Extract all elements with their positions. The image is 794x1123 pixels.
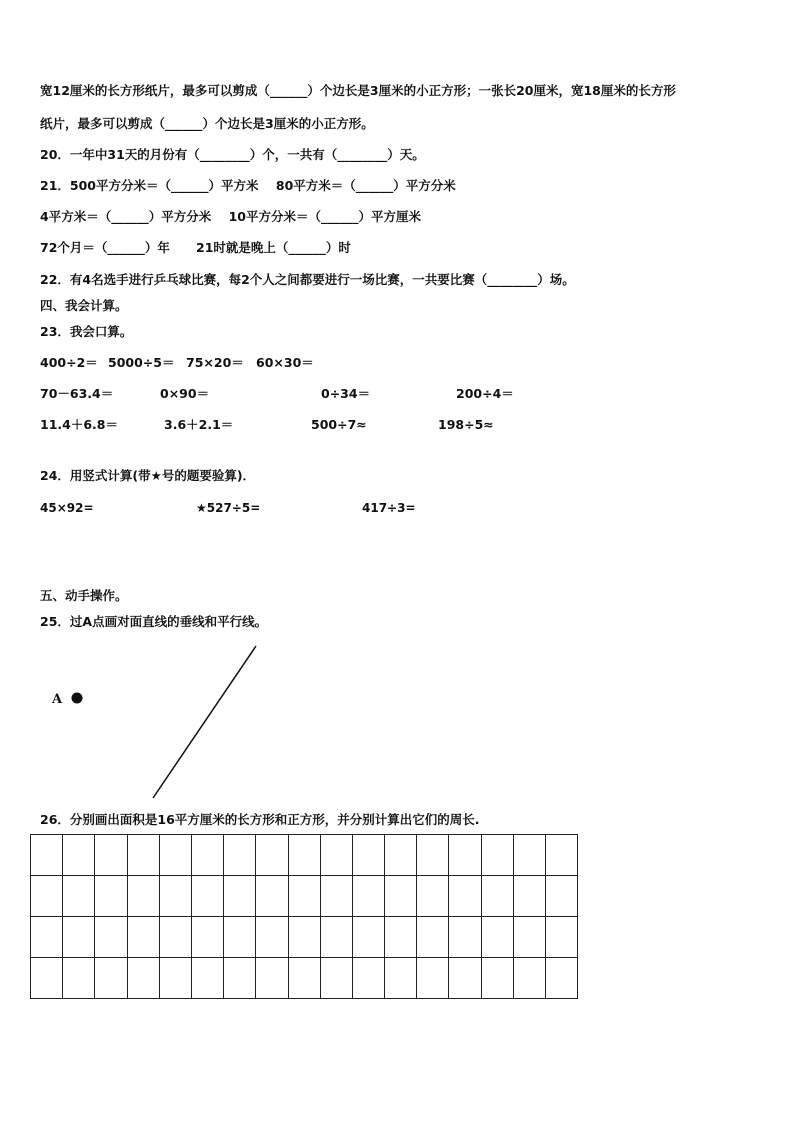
grid-cell[interactable]	[385, 835, 417, 876]
grid-cell[interactable]	[31, 958, 63, 999]
grid-cell[interactable]	[256, 835, 288, 876]
grid-cell[interactable]	[481, 917, 513, 958]
q23-r1c1: 400÷2＝	[40, 355, 98, 370]
grid-cell[interactable]	[95, 835, 127, 876]
grid-cell[interactable]	[191, 876, 223, 917]
grid-cell[interactable]	[481, 835, 513, 876]
grid-cell[interactable]	[31, 917, 63, 958]
grid-cell[interactable]	[159, 958, 191, 999]
q19-line2: 纸片，最多可以剪成（______）个边长是3厘米的小正方形。	[40, 116, 374, 131]
q23-r2c1: 70－63.4＝	[40, 386, 114, 401]
grid-cell[interactable]	[385, 958, 417, 999]
grid-cell[interactable]	[288, 876, 320, 917]
grid-cell[interactable]	[449, 917, 481, 958]
grid-cell[interactable]	[256, 958, 288, 999]
grid-cell[interactable]	[63, 876, 95, 917]
q21-row2: 4平方米＝（______）平方分米 10平方分米＝（______）平方厘米	[40, 209, 422, 224]
q23-r2c3: 0÷34＝	[321, 386, 371, 401]
drawing-grid[interactable]	[30, 834, 578, 999]
grid-cell[interactable]	[224, 958, 256, 999]
grid-cell[interactable]	[63, 917, 95, 958]
grid-cell[interactable]	[546, 917, 578, 958]
grid-cell[interactable]	[513, 958, 545, 999]
grid-cell[interactable]	[449, 876, 481, 917]
q23-title: 23．我会口算。	[40, 324, 133, 339]
grid-cell[interactable]	[417, 835, 449, 876]
grid-cell[interactable]	[288, 958, 320, 999]
grid-cell[interactable]	[95, 876, 127, 917]
grid-cell[interactable]	[159, 835, 191, 876]
grid-cell[interactable]	[513, 835, 545, 876]
grid-cell[interactable]	[320, 876, 352, 917]
grid-cell[interactable]	[224, 917, 256, 958]
grid-cell[interactable]	[481, 876, 513, 917]
grid-cell[interactable]	[320, 917, 352, 958]
grid-cell[interactable]	[191, 958, 223, 999]
section4-heading: 四、我会计算。	[40, 298, 128, 313]
grid-cell[interactable]	[95, 958, 127, 999]
q19-line1: 宽12厘米的长方形纸片，最多可以剪成（______）个边长是3厘米的小正方形；一张长20厘米，宽18厘米的长方形	[40, 83, 676, 98]
grid-cell[interactable]	[127, 958, 159, 999]
grid-cell[interactable]	[256, 917, 288, 958]
grid-cell[interactable]	[352, 876, 384, 917]
grid-cell[interactable]	[449, 835, 481, 876]
section5-heading: 五、动手操作。	[40, 588, 128, 603]
grid-cell[interactable]	[417, 917, 449, 958]
q23-r2c4: 200÷4＝	[456, 386, 514, 401]
grid-row	[31, 835, 578, 876]
grid-cell[interactable]	[352, 835, 384, 876]
q21-row1: 21．500平方分米＝（______）平方米 80平方米＝（______）平方分米	[40, 178, 456, 193]
grid-cell[interactable]	[63, 958, 95, 999]
q24-item1: 45×92=	[40, 501, 94, 515]
grid-cell[interactable]	[352, 917, 384, 958]
q23-r2c2: 0×90＝	[160, 386, 210, 401]
grid-row	[31, 958, 578, 999]
q23-r3c2: 3.6＋2.1＝	[164, 417, 234, 432]
grid-cell[interactable]	[546, 835, 578, 876]
grid-cell[interactable]	[224, 835, 256, 876]
grid-cell[interactable]	[31, 835, 63, 876]
q25-title: 25．过A点画对面直线的垂线和平行线。	[40, 614, 268, 629]
q23-r3c4: 198÷5≈	[438, 417, 494, 432]
grid-cell[interactable]	[449, 958, 481, 999]
grid-cell[interactable]	[191, 835, 223, 876]
q22-text: 22．有4名选手进行乒乓球比赛，每2个人之间都要进行一场比赛，一共要比赛（________）场。	[40, 272, 575, 287]
q23-r3c3: 500÷7≈	[311, 417, 367, 432]
grid-cell[interactable]	[481, 958, 513, 999]
grid-row	[31, 917, 578, 958]
grid-cell[interactable]	[288, 835, 320, 876]
grid-cell[interactable]	[417, 958, 449, 999]
grid-cell[interactable]	[159, 876, 191, 917]
grid-cell[interactable]	[546, 958, 578, 999]
q20-text: 20．一年中31天的月份有（________）个，一共有（________）天。	[40, 147, 425, 162]
grid-cell[interactable]	[127, 876, 159, 917]
point-a-label: A	[52, 692, 63, 707]
grid-cell[interactable]	[191, 917, 223, 958]
q25-figure	[40, 642, 280, 804]
q21-row3: 72个月＝（______）年 21时就是晚上（______）时	[40, 240, 351, 255]
grid-cell[interactable]	[546, 876, 578, 917]
q24-title: 24．用竖式计算(带★号的题要验算)．	[40, 468, 256, 483]
grid-row	[31, 876, 578, 917]
grid-cell[interactable]	[256, 876, 288, 917]
grid-cell[interactable]	[385, 876, 417, 917]
grid-cell[interactable]	[417, 876, 449, 917]
grid-cell[interactable]	[224, 876, 256, 917]
grid-cell[interactable]	[95, 917, 127, 958]
grid-cell[interactable]	[127, 917, 159, 958]
q23-r1c2: 5000÷5＝	[108, 355, 175, 370]
grid-cell[interactable]	[320, 958, 352, 999]
grid-cell[interactable]	[127, 835, 159, 876]
q26-title: 26．分别画出面积是16平方厘米的长方形和正方形，并分别计算出它们的周长.	[40, 812, 480, 827]
grid-cell[interactable]	[385, 917, 417, 958]
grid-cell[interactable]	[159, 917, 191, 958]
grid-cell[interactable]	[63, 835, 95, 876]
point-a-dot	[72, 693, 83, 704]
q23-r1c3: 75×20＝	[186, 355, 244, 370]
grid-cell[interactable]	[320, 835, 352, 876]
given-line	[153, 646, 256, 798]
grid-cell[interactable]	[31, 876, 63, 917]
grid-cell[interactable]	[513, 876, 545, 917]
grid-cell[interactable]	[288, 917, 320, 958]
q24-item3: 417÷3=	[362, 501, 416, 515]
q23-r3c1: 11.4＋6.8＝	[40, 417, 118, 432]
grid-cell[interactable]	[352, 958, 384, 999]
q23-r1c4: 60×30＝	[256, 355, 314, 370]
grid-cell[interactable]	[513, 917, 545, 958]
q24-item2: ★527÷5=	[196, 501, 261, 515]
